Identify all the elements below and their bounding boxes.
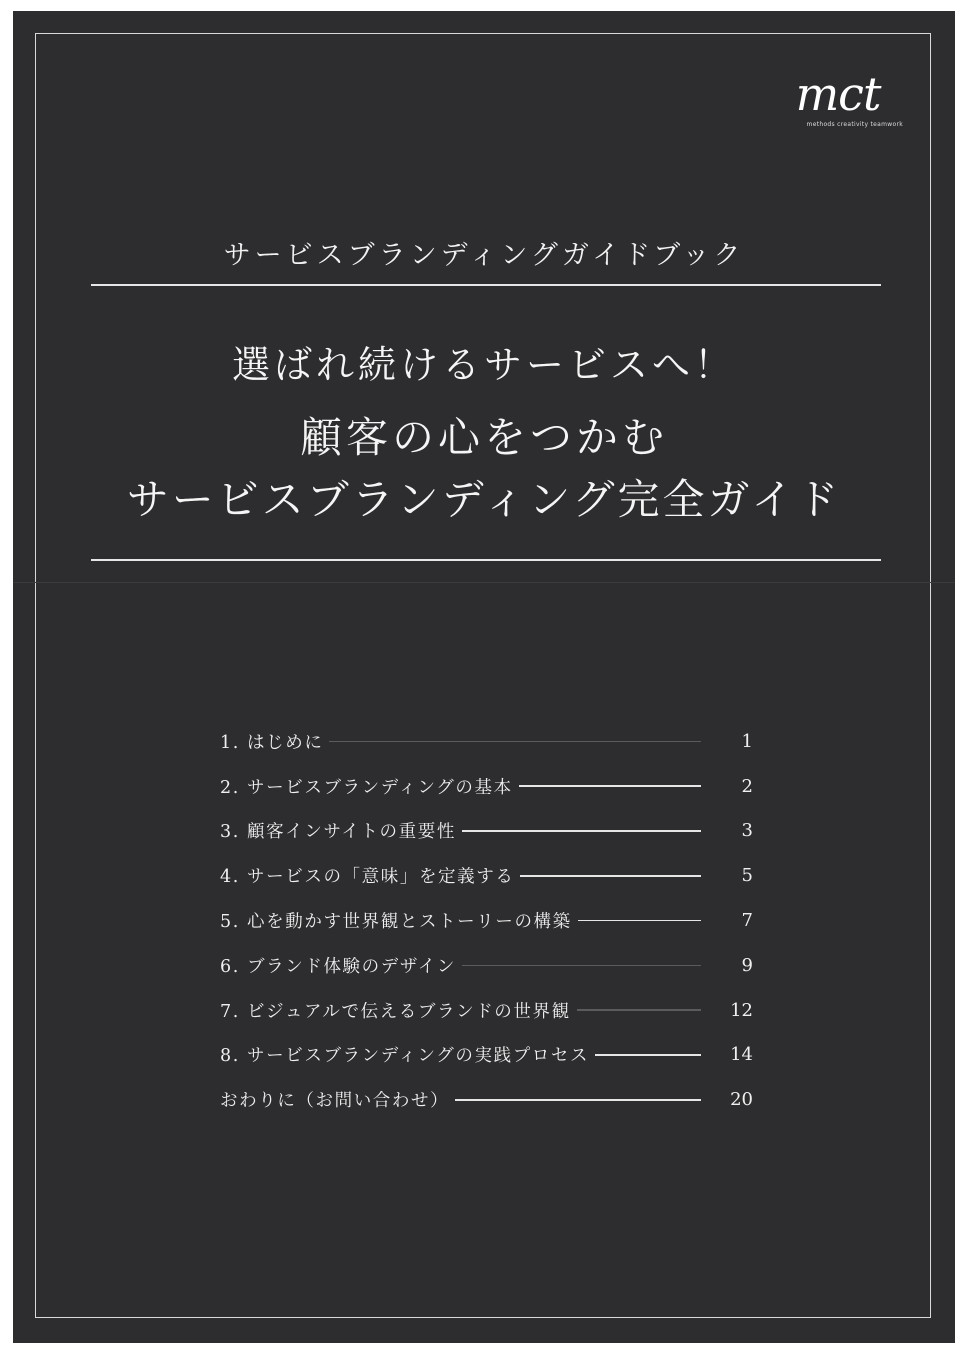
toc-item-title: 3. 顧客インサイトの重要性 (220, 822, 456, 843)
toc-item[interactable] (220, 1077, 753, 1122)
toc-item-title: 2. サービスブランディングの基本 (220, 777, 513, 798)
toc-item-title: 8. サービスブランディングの実践プロセス (220, 1046, 590, 1067)
toc-item-title: 5. 心を動かす世界観とストーリーの構築 (220, 912, 572, 933)
toc-leader-line (520, 875, 701, 877)
toc-item[interactable] (220, 898, 753, 943)
toc-leader-line (462, 965, 701, 967)
toc-leader-line (577, 1009, 701, 1011)
toc-page-number: 7 (741, 910, 753, 932)
toc-item[interactable] (220, 719, 753, 764)
toc-page-number: 5 (741, 865, 753, 887)
toc-leader-line (329, 741, 701, 743)
toc-leader-line (519, 785, 701, 787)
toc-item[interactable] (220, 809, 753, 854)
toc-item-title: おわりに（お問い合わせ） (220, 1091, 450, 1112)
toc-page-number: 1 (741, 730, 753, 752)
toc-page-number: 9 (741, 954, 753, 976)
toc-page-number: 12 (730, 999, 753, 1021)
headline-line-3: サービスブランディング完全ガイド (126, 475, 842, 524)
headline-line-1: 選ばれ続けるサービスへ！ (231, 343, 736, 387)
toc-leader-line (462, 830, 701, 832)
guidebook-cover (13, 11, 955, 1343)
mct-logo (773, 67, 903, 128)
toc-leader-line (455, 1099, 701, 1101)
toc-item-title: 7. ビジュアルで伝えるブランドの世界観 (220, 1001, 571, 1022)
toc-item[interactable] (220, 764, 753, 809)
page-fold-line (13, 582, 955, 583)
headline-line-2: 顧客の心をつかむ (299, 413, 668, 462)
cover-border-frame (35, 33, 931, 1318)
logo-mark: mct (795, 67, 881, 121)
toc-page-number: 14 (730, 1044, 753, 1066)
toc-item-title: 4. サービスの「意味」を定義する (220, 867, 515, 888)
toc-item[interactable] (220, 943, 753, 988)
toc-item[interactable] (220, 853, 753, 898)
title-divider-top (91, 284, 881, 286)
guide-eyebrow-title: サービスブランディングガイドブック (223, 240, 745, 271)
title-divider-bottom (91, 559, 881, 561)
toc-item-title: 1. はじめに (220, 732, 324, 753)
logo-tagline: methods creativity teamwork (806, 121, 903, 128)
table-of-contents (220, 719, 753, 1122)
toc-page-number: 3 (741, 820, 753, 842)
toc-leader-line (578, 920, 701, 922)
toc-item[interactable] (220, 1033, 753, 1078)
toc-item-title: 6. ブランド体験のデザイン (220, 956, 456, 977)
toc-page-number: 20 (730, 1089, 753, 1111)
toc-leader-line (595, 1054, 701, 1056)
toc-page-number: 2 (741, 775, 753, 797)
toc-item[interactable] (220, 988, 753, 1033)
